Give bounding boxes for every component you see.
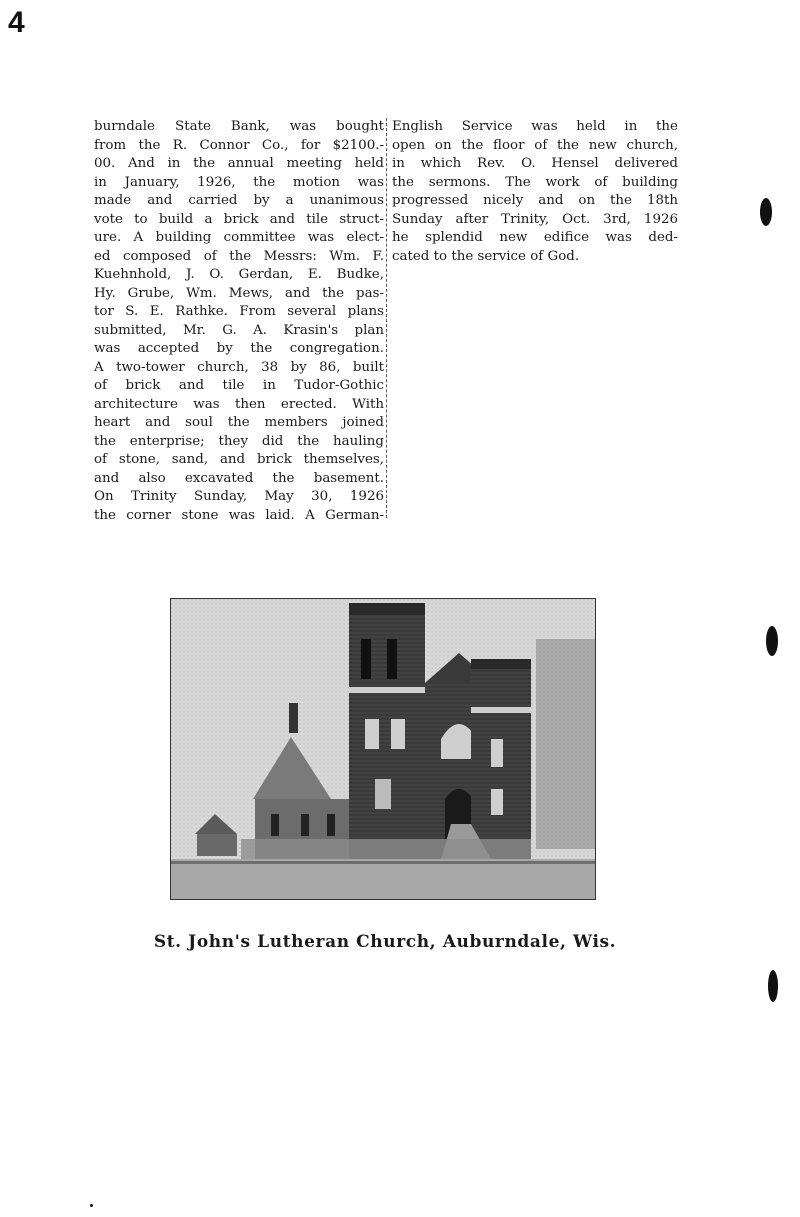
article-line: the corner stone was laid. A German- xyxy=(94,507,384,523)
article-line: ure. A building committee was elect- xyxy=(94,230,384,245)
article-line: in which Rev. O. Hensel delivered xyxy=(392,156,678,171)
article-line: English Service was held in the xyxy=(392,119,678,134)
article-line: 00. And in the annual meeting held xyxy=(94,156,384,171)
article-line: made and carried by a unanimous xyxy=(94,193,384,208)
article-line: and also excavated the basement. xyxy=(94,470,384,486)
article-line: Sunday after Trinity, Oct. 3rd, 1926 xyxy=(392,211,678,227)
article-line: A two-tower church, 38 by 86, built xyxy=(94,359,384,375)
article-line: heart and soul the members joined xyxy=(94,415,384,430)
article-line: of stone, sand, and brick themselves, xyxy=(94,452,384,467)
article-line: he splendid new edifice was ded- xyxy=(392,230,678,245)
article-left-column xyxy=(94,118,384,525)
article-line: tor S. E. Rathke. From several plans xyxy=(94,304,384,319)
article-line: architecture was then erected. With xyxy=(94,396,384,412)
article-line: of brick and tile in Tudor-Gothic xyxy=(94,378,384,393)
article-right-column xyxy=(392,118,678,266)
article-line: the enterprise; they did the hauling xyxy=(94,433,384,449)
article-line: cated to the service of God. xyxy=(392,248,580,264)
article-line: ed composed of the Messrs: Wm. F. xyxy=(94,248,384,264)
article-line: burndale State Bank, was bought xyxy=(94,119,384,134)
article-line: progressed nicely and on the 18th xyxy=(392,193,678,208)
figure-caption: St. John's Lutheran Church, Auburndale, Wis. xyxy=(153,932,617,952)
article-line: in January, 1926, the motion was xyxy=(94,174,384,190)
church-illustration xyxy=(171,599,595,899)
article-line: from the R. Connor Co., for $2100.- xyxy=(94,137,384,153)
binding-hole-2 xyxy=(764,624,780,658)
church-photograph xyxy=(170,598,596,900)
article-line: vote to build a brick and tile struct- xyxy=(94,211,384,227)
article-line: was accepted by the congregation. xyxy=(94,341,384,356)
article-line: Hy. Grube, Wm. Mews, and the pas- xyxy=(94,285,384,301)
article-line: Kuehnhold, J. O. Gerdan, E. Budke, xyxy=(94,267,384,282)
article-line: the sermons. The work of building xyxy=(392,174,678,190)
article-line: open on the floor of the new church, xyxy=(392,137,678,153)
article-line: submitted, Mr. G. A. Krasin's plan xyxy=(94,322,384,338)
scan-speck xyxy=(90,1204,93,1207)
binding-hole-1 xyxy=(758,196,774,228)
article-line: On Trinity Sunday, May 30, 1926 xyxy=(94,489,384,504)
column-divider xyxy=(386,118,388,518)
page-number: 4 xyxy=(8,6,25,39)
binding-hole-3 xyxy=(766,968,780,1004)
